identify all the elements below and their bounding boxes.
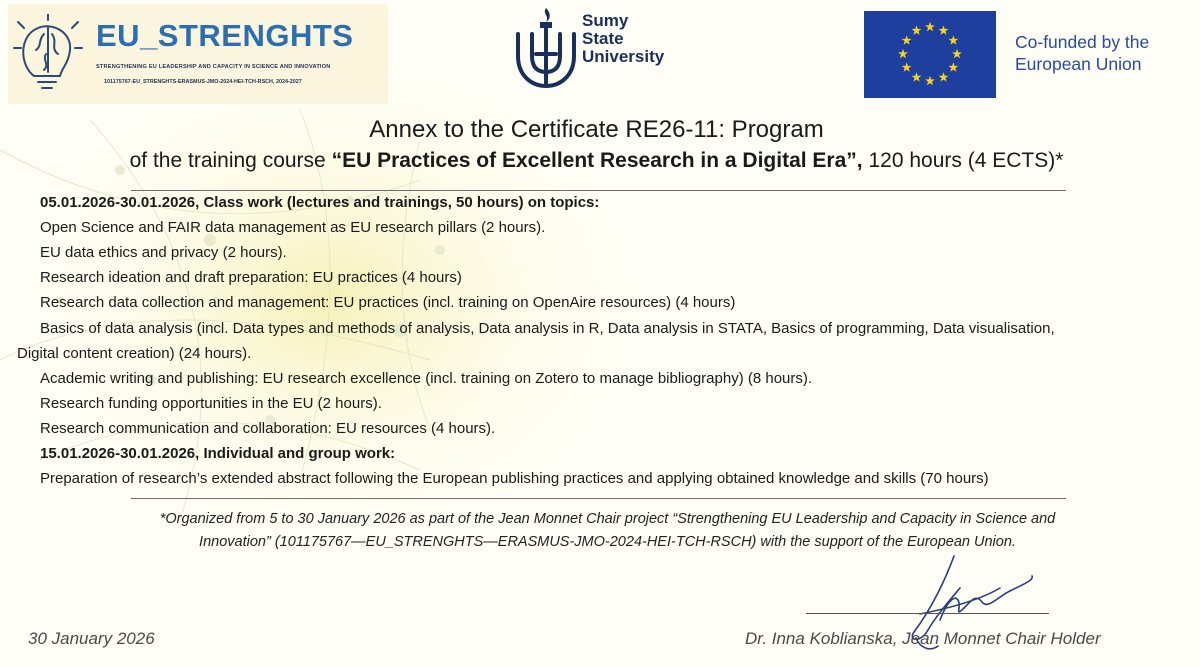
- topic-item: EU data ethics and privacy (2 hours).: [40, 244, 287, 261]
- project-code: 101175767-EU_STRENGHTS-ERASMUS-JMO-2024-HEI-TCH-RSCH, 2024-2027: [104, 79, 302, 85]
- eu-star: [912, 25, 922, 34]
- course-title-line: [0, 149, 1193, 173]
- topic-item: Open Science and FAIR data management as EU research pillars (2 hours).: [40, 219, 546, 236]
- university-name-line2: State: [582, 29, 624, 48]
- eu-star: [939, 72, 949, 81]
- university-name-line3: University: [582, 47, 665, 66]
- eu-star: [902, 35, 912, 44]
- topic-item: Basics of data analysis (incl. Data types and methods of analysis, Data analysis in R, Data analysis in STATA, Basics of programming, Data visualisation,: [40, 320, 1055, 337]
- topic-item: Research funding opportunities in the EU (2 hours).: [40, 395, 382, 412]
- cofunded-line1: Co-funded by the: [1015, 32, 1150, 52]
- cofunded-line2: European Union: [1015, 54, 1142, 74]
- brain-lightbulb-icon: [12, 14, 84, 96]
- project-logo: [8, 4, 388, 104]
- eu-star: [925, 22, 935, 31]
- eu-star: [902, 62, 912, 71]
- eu-star: [948, 35, 958, 44]
- section-heading-individual-work: 15.01.2026-30.01.2026, Individual and group work:: [40, 445, 396, 462]
- document-title: Annex to the Certificate RE26-11: Program: [369, 116, 824, 143]
- eu-flag-icon: [864, 11, 996, 98]
- individual-work-item: Preparation of research’s extended abstract following the European publishing practices and applying obtained knowledge and skills (70 hours): [40, 470, 989, 487]
- eu-star: [898, 49, 908, 58]
- eu-star: [952, 49, 962, 58]
- document-date: 30 January 2026: [28, 629, 155, 648]
- signature-line: [806, 613, 1049, 614]
- course-hours: 120 hours (4 ECTS)*: [862, 149, 1064, 172]
- eu-star: [925, 76, 935, 85]
- course-name: “EU Practices of Excellent Research in a Digital Era”,: [331, 149, 863, 172]
- topic-item-continuation: Digital content creation) (24 hours).: [17, 345, 252, 362]
- divider-bottom: [131, 498, 1066, 499]
- section-heading-classwork: 05.01.2026-30.01.2026, Class work (lectures and trainings, 50 hours) on topics:: [40, 194, 600, 211]
- university-name-line1: Sumy: [582, 11, 629, 30]
- footnote-line2: Innovation” (101175767—EU_STRENGHTS—ERASMUS-JMO-2024-HEI-TCH-RSCH) with the support of the European Union.: [199, 534, 1016, 550]
- footnote-line1: *Organized from 5 to 30 January 2026 as part of the Jean Monnet Chair project “Strengthening EU Leadership and Capacity in Science and: [159, 511, 1056, 527]
- eu-stars: [864, 11, 996, 98]
- eu-star: [912, 72, 922, 81]
- topic-item: Research ideation and draft preparation: EU practices (4 hours): [40, 269, 462, 286]
- university-logo: [512, 6, 672, 92]
- sumy-emblem-icon: [512, 6, 580, 92]
- eu-star: [948, 62, 958, 71]
- eu-funding-label: [1015, 31, 1149, 75]
- divider-top: [131, 190, 1066, 191]
- topic-item: Research communication and collaboration: EU resources (4 hours).: [40, 420, 496, 437]
- project-tagline: STRENGTHENING EU LEADERSHIP AND CAPACITY IN SCIENCE AND INNOVATION: [96, 64, 331, 70]
- project-name: EU_STRENGHTS: [96, 18, 354, 53]
- signer-name: Dr. Inna Koblianska, Jean Monnet Chair Holder: [745, 629, 1101, 648]
- eu-star: [939, 25, 949, 34]
- topic-item: Research data collection and management: EU practices (incl. training on OpenAire resources) (4 hours): [40, 294, 736, 311]
- course-title-prefix: of the training course: [129, 149, 332, 172]
- topic-item: Academic writing and publishing: EU research excellence (incl. training on Zotero to manage bibliography) (8 hours).: [40, 370, 813, 387]
